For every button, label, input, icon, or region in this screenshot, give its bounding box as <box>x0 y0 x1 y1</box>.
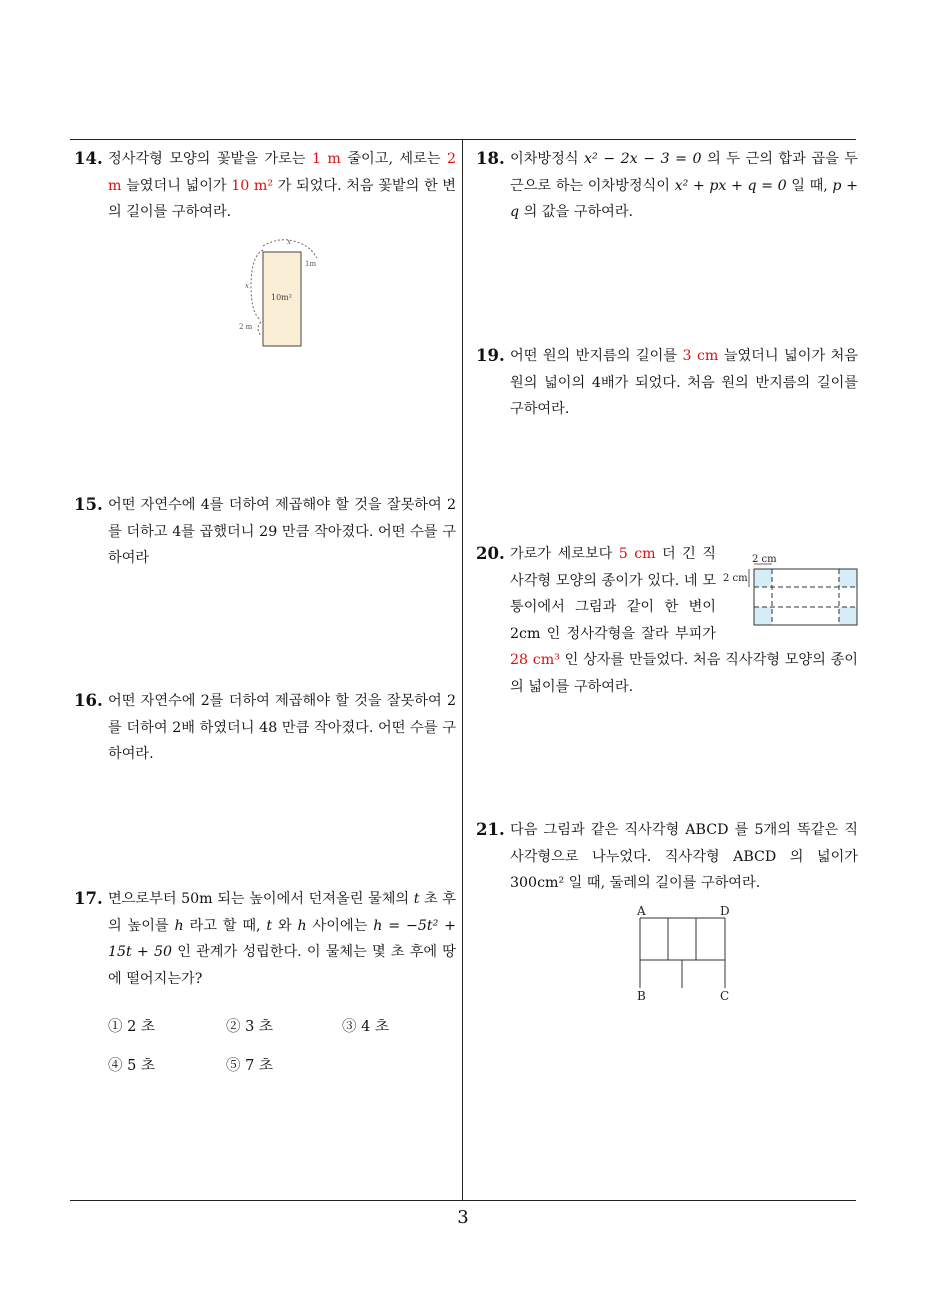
question-number: 19. <box>476 346 505 365</box>
cut-corner-tr <box>839 569 857 587</box>
question-text: 이차방정식 x² − 2x − 3 = 0 의 두 근의 합과 곱을 두 근으로 하는 이차방정식이 x² + px + q = 0 일 때, p + q 의 값을 구하여라. <box>510 151 858 220</box>
question-text: 어떤 자연수에 4를 더하여 제곱해야 할 것을 잘못하여 2를 더하고 4를 곱했더니 29 만큼 작아졌다. 어떤 수를 구하여라 <box>108 497 456 566</box>
question-19 <box>476 343 858 423</box>
label-top: x <box>287 238 291 246</box>
choice-4[interactable]: ④ 5 초 <box>108 1058 155 1074</box>
question-number: 18. <box>476 149 505 168</box>
question-14 <box>74 146 456 226</box>
question-number: 14. <box>74 149 103 168</box>
question-text: 다음 그림과 같은 직사각형 ABCD 를 5개의 똑같은 직사각형으로 나누었다. 직사각형 ABCD 의 넓이가 300cm² 일 때, 둘레의 길이를 구하여라. <box>510 822 858 891</box>
bottom-rule <box>70 1200 856 1201</box>
label-C: C <box>720 989 730 1003</box>
question-number: 21. <box>476 820 505 839</box>
question-text: 면으로부터 50m 되는 높이에서 던져올린 물체의 t 초 후의 높이를 h 라고 할 때, t 와 h 사이에는 h = −5t² + 15t + 50 인 관계가 성립한다. 이 물체는 몇 초 후에 땅에 떨어지는가? <box>108 891 457 987</box>
question-text: 어떤 자연수에 2를 더하여 제곱해야 할 것을 잘못하여 2를 더하여 2배 하였더니 48 만큼 작아졌다. 어떤 수를 구하여라. <box>108 693 456 762</box>
question-16 <box>74 688 456 768</box>
label-B: B <box>637 989 646 1003</box>
cut-corner-bl <box>754 607 772 625</box>
question-number: 17. <box>74 889 103 908</box>
label-right: 1m <box>305 260 317 268</box>
choice-5[interactable]: ⑤ 7 초 <box>226 1058 273 1074</box>
figure-14-rectangle <box>225 236 335 351</box>
label-A: A <box>637 904 646 918</box>
question-18 <box>476 146 858 226</box>
question-15 <box>74 492 456 572</box>
label-center: 10m² <box>271 293 292 302</box>
label-left-2m: 2 m <box>239 323 253 331</box>
choices-17 <box>108 1015 448 1085</box>
cut-corner-tl <box>754 569 772 587</box>
left-brace-2 <box>258 322 261 336</box>
label-left-x: x <box>245 282 249 290</box>
question-number: 16. <box>74 691 103 710</box>
figure-20-paper <box>722 550 862 630</box>
label-left-2cm: 2 cm <box>723 573 748 584</box>
question-text: 어떤 원의 반지름의 길이를 3 cm 늘였더니 넓이가 처음 원의 넓이의 4배가 되었다. 처음 원의 반지름의 길이를 구하여라. <box>510 348 858 417</box>
page-number: 3 <box>457 1207 469 1228</box>
top-rule <box>70 139 856 140</box>
column-divider <box>462 139 463 1201</box>
label-D: D <box>720 904 730 918</box>
cut-corner-br <box>839 607 857 625</box>
question-text: 가로가 세로보다 5 cm 더 긴 직사각형 모양의 종이가 있다. 네 모퉁이에서 그림과 같이 한 변이 2cm 인 정사각형을 잘라 부피가 28 cm³ 인 상자를 만들었다. 처음 직사각형 모양의 종이의 넓이를 구하여라. <box>510 541 858 700</box>
choice-3[interactable]: ③ 4 초 <box>342 1019 389 1035</box>
question-17 <box>74 886 456 992</box>
question-text: 정사각형 모양의 꽃밭을 가로는 1 m 줄이고, 세로는 2 m 늘였더니 넓이가 10 m² 가 되었다. 처음 꽃밭의 한 변의 길이를 구하여라. <box>108 151 456 220</box>
left-brace <box>251 250 263 320</box>
question-number: 20. <box>476 544 505 563</box>
question-21 <box>476 817 858 897</box>
figure-21-rectangle <box>630 902 742 1006</box>
question-number: 15. <box>74 495 103 514</box>
choice-2[interactable]: ② 3 초 <box>226 1019 273 1035</box>
choice-1[interactable]: ① 2 초 <box>108 1019 155 1035</box>
label-top-2cm: 2 cm <box>752 554 777 565</box>
